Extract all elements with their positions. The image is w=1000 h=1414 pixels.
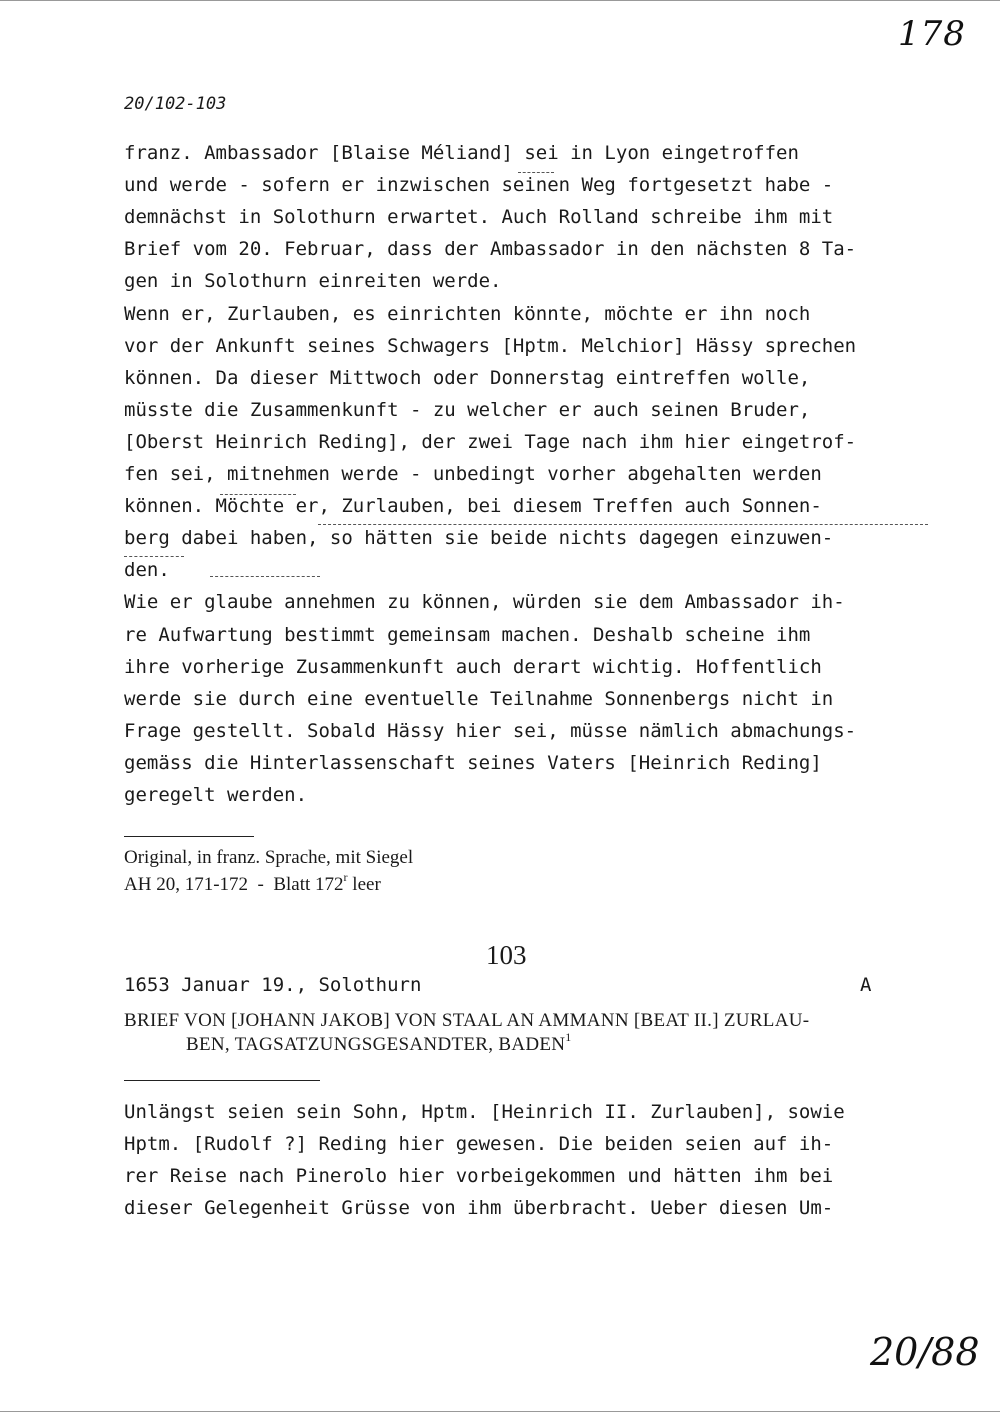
body-line: Unlängst seien sein Sohn, Hptm. [Heinrich II. Zurlauben], sowie [124,1101,845,1123]
body-line: franz. Ambassador [Blaise Méliand] sei in Lyon eingetroffen [124,142,799,164]
editing-mark [318,524,928,525]
body-line: dieser Gelegenheit Grüsse von ihm überbracht. Ueber diesen Um- [124,1197,834,1219]
archive-mark-handwritten: 20/88 [870,1330,980,1374]
entry-number: 103 [486,940,527,970]
scan-edge-top [0,0,1000,1]
body-line: Brief vom 20. Februar, dass der Ambassador in den nächsten 8 Ta- [124,238,857,261]
body-line: gemäss die Hinterlassenschaft seines Vaters [Heinrich Reding] [124,751,822,774]
entry-date-place: 1653 Januar 19., Solothurn [124,974,422,996]
body-line: geregelt werden. [124,784,308,806]
document-reference: 20/102-103 [124,94,227,114]
body-line: gen in Solothurn einreiten werde. [124,270,502,293]
scan-edge-bottom [0,1411,1000,1412]
body-line: [Oberst Heinrich Reding], der zwei Tage nach ihm hier eingetrof- [124,430,857,453]
editing-mark [220,494,296,495]
body-line: Wenn er, Zurlauben, es einrichten könnte, möchte er ihn noch [124,302,811,325]
entry-title-line-2 [186,1030,572,1056]
entry-title-line-2-text: BEN, TAGSATZUNGSGESANDTER, BADEN [186,1034,566,1055]
source-note-prefix: AH 20, 171-172 - Blatt 172 [124,874,344,895]
editing-mark [210,576,320,577]
separator-rule [124,1080,320,1081]
body-line: fen sei, mitnehmen werde - unbedingt vorher abgehalten werden [124,463,822,485]
body-line: und werde - sofern er inzwischen seinen Weg fortgesetzt habe - [124,174,834,197]
body-line: können. Da dieser Mittwoch oder Donnerstag eintreffen wolle, [124,366,811,389]
folio-number-handwritten: 178 [898,14,966,54]
body-line: Hptm. [Rudolf ?] Reding hier gewesen. Die beiden seien auf ih- [124,1133,834,1155]
footnote-mark: 1 [565,1030,572,1044]
body-line: werde sie durch eine eventuelle Teilnahme Sonnenbergs nicht in [124,687,834,710]
body-line: ihre vorherige Zusammenkunft auch derart wichtig. Hoffentlich [124,655,822,678]
source-note-line-1: Original, in franz. Sprache, mit Siegel [124,847,414,868]
body-line: berg dabei haben, so hätten sie beide nichts dagegen einzuwen- [124,527,834,550]
recto-superscript: r [343,870,348,884]
entry-type-code: A [860,974,872,996]
body-line: re Aufwartung bestimmt gemeinsam machen. Deshalb scheine ihm [124,623,811,646]
body-line: den. [124,559,170,582]
body-line: vor der Ankunft seines Schwagers [Hptm. Melchior] Hässy sprechen [124,334,857,357]
body-line: müsste die Zusammenkunft - zu welcher er auch seinen Bruder, [124,398,811,421]
body-line: rer Reise nach Pinerolo hier vorbeigekommen und hätten ihm bei [124,1165,834,1187]
source-note-suffix: leer [347,874,381,895]
body-line: Wie er glaube annehmen zu können, würden sie dem Ambassador ih- [124,591,845,614]
editing-mark [518,172,554,173]
body-line: können. Möchte er, Zurlauben, bei diesem Treffen auch Sonnen- [124,495,822,518]
separator-rule [124,836,254,837]
body-line: demnächst in Solothurn erwartet. Auch Rolland schreibe ihm mit [124,206,834,229]
entry-title-line-1: BRIEF VON [JOHANN JAKOB] VON STAAL AN AMMANN [BEAT II.] ZURLAU- [124,1010,810,1031]
body-line: Frage gestellt. Sobald Hässy hier sei, müsse nämlich abmachungs- [124,719,857,742]
source-note-line-2 [124,870,381,896]
editing-mark [124,556,184,557]
